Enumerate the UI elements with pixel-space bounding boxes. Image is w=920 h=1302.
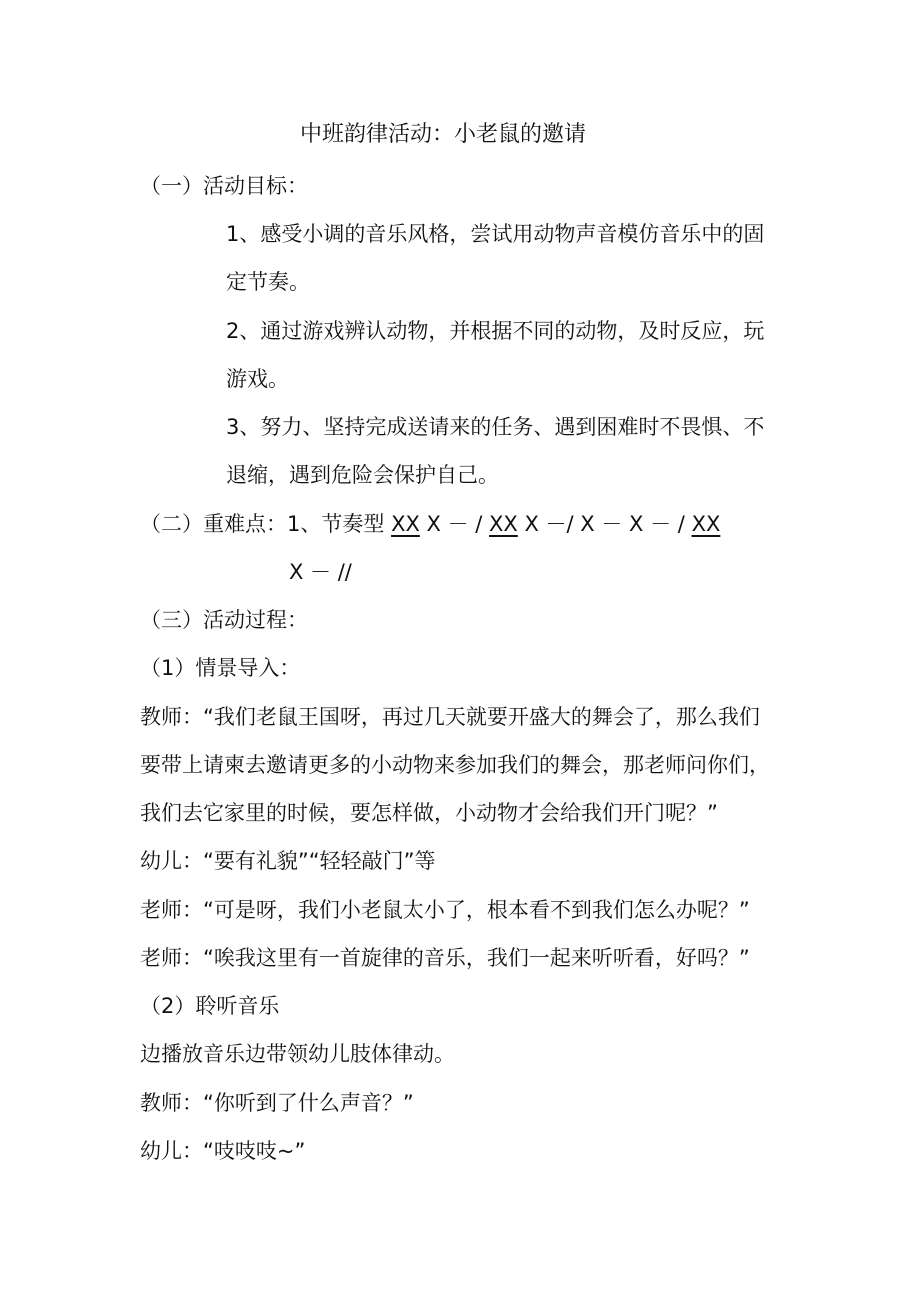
paragraph-7: 幼儿：“吱吱吱~” (140, 1139, 306, 1163)
paragraph-5: 边播放音乐边带领幼儿肢体律动。 (140, 1042, 455, 1066)
paragraph-6: 教师：“你听到了什么声音？” (140, 1091, 414, 1115)
goal-2-line-1: 2、通过游戏辨认动物，并根据不同的动物，及时反应，玩 (226, 319, 765, 343)
rhythm-xx-2: XX (489, 512, 518, 536)
rhythm-xx-3: XX (691, 512, 721, 536)
section-1-heading: （一）活动目标： (140, 174, 308, 198)
step-1-heading: （1）情景导入： (140, 656, 301, 680)
paragraph-1-line-1: 教师：“我们老鼠王国呀，再过几天就要开盛大的舞会了，那么我们 (140, 705, 760, 729)
goal-2-line-2: 游戏。 (226, 367, 289, 391)
rhythm-part-4: X －/ X － X － / (524, 512, 685, 536)
goal-3-line-2: 退缩，遇到危险会保护自己。 (226, 463, 499, 487)
paragraph-1-line-2: 要带上请柬去邀请更多的小动物来参加我们的舞会，那老师问你们， (140, 753, 770, 777)
section-2-rhythm-line (140, 510, 720, 538)
goal-1-line-1: 1、感受小调的音乐风格，尝试用动物声音模仿音乐中的固 (226, 222, 765, 246)
section-3-heading: （三）活动过程： (140, 608, 308, 632)
paragraph-1-line-3: 我们去它家里的时候，要怎样做，小动物才会给我们开门呢？” (140, 801, 718, 825)
paragraph-4: 老师：“唉我这里有一首旋律的音乐，我们一起来听听看，好吗？” (140, 946, 750, 970)
paragraph-2: 幼儿：“要有礼貌”“轻轻敲门”等 (140, 849, 436, 873)
goal-3-line-1: 3、努力、坚持完成送请来的任务、遇到困难时不畏惧、不 (226, 415, 765, 439)
step-2-heading: （2）聆听音乐 (140, 994, 280, 1018)
rhythm-part-2: X － / (426, 512, 483, 536)
section-2-heading: （二）重难点：1、节奏型 (140, 512, 385, 536)
section-2-rhythm-line-2: X － // (289, 560, 352, 584)
goal-1-line-2: 定节奏。 (226, 270, 310, 294)
page-title: 中班韵律活动：小老鼠的邀请 (300, 122, 587, 147)
rhythm-xx-1: XX (391, 512, 420, 536)
paragraph-3: 老师：“可是呀，我们小老鼠太小了，根本看不到我们怎么办呢？” (140, 898, 750, 922)
